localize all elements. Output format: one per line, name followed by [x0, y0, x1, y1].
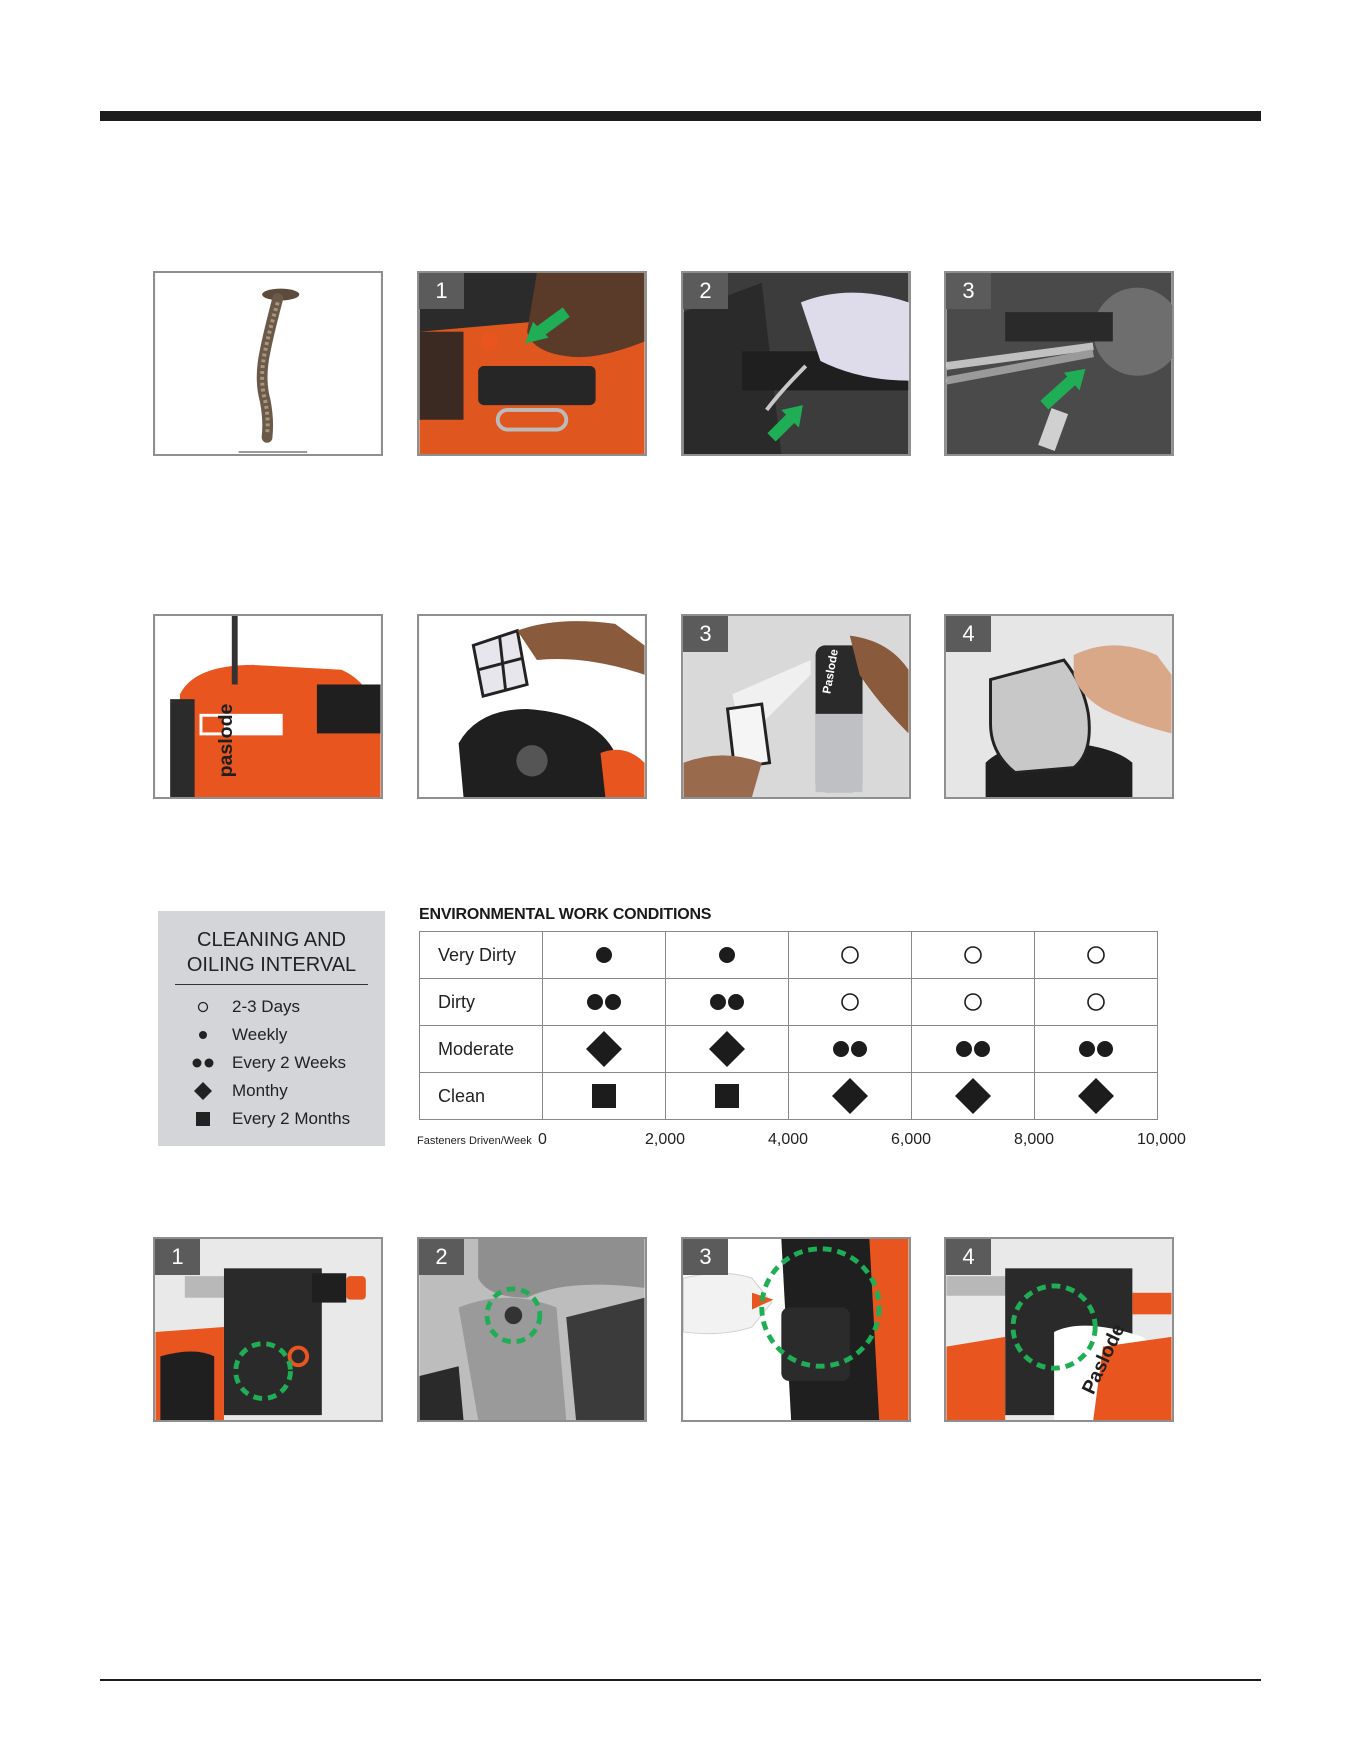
step-badge: 1	[155, 1239, 200, 1275]
pull-fastener-photo	[681, 271, 911, 456]
step-badge: 3	[683, 616, 728, 652]
oil-bottle-inlet-photo	[681, 1237, 911, 1422]
circle-icon	[951, 982, 995, 1022]
condition-label: Very Dirty	[420, 932, 543, 979]
interval-cell	[666, 932, 789, 979]
diamond-icon	[828, 1076, 872, 1116]
svg-text:Paslode: Paslode	[1077, 1320, 1130, 1398]
table-row	[420, 1073, 1158, 1120]
interval-cell	[912, 1073, 1035, 1120]
x-axis-label: Fasteners Driven/Week	[417, 1135, 532, 1147]
interval-cell	[789, 1026, 912, 1073]
step-badge: 2	[419, 1239, 464, 1275]
step-badge: 4	[946, 1239, 991, 1275]
interval-cell	[543, 1026, 666, 1073]
diamond-icon	[1074, 1076, 1118, 1116]
bottom-rule	[100, 1679, 1261, 1681]
x-tick-label: 10,000	[1137, 1131, 1186, 1148]
diamond-icon	[951, 1076, 995, 1116]
step-badge: 4	[946, 616, 991, 652]
legend-item: 2-3 Days	[158, 995, 385, 1019]
table-row	[420, 979, 1158, 1026]
x-tick-label: 2,000	[645, 1131, 686, 1148]
interval-cell	[543, 1073, 666, 1120]
legend-item: Every 2 Months	[158, 1107, 385, 1131]
condition-label: Dirty	[420, 979, 543, 1026]
reinstall-filter-photo	[944, 614, 1174, 799]
interval-cell	[666, 979, 789, 1026]
oil-port-photo	[417, 1237, 647, 1422]
diamond-icon	[582, 1029, 626, 1069]
x-tick-label: 0	[538, 1131, 547, 1148]
x-tick-label: 8,000	[1014, 1131, 1055, 1148]
remove-filter-photo	[417, 614, 647, 799]
dot-icon	[705, 935, 749, 975]
conditions-table	[419, 931, 1158, 1120]
circle-icon	[1074, 935, 1118, 975]
table-row	[420, 932, 1158, 979]
legend-item: Monthy	[158, 1079, 385, 1103]
small-dot-icon	[183, 1023, 223, 1047]
square-icon	[183, 1107, 223, 1131]
interval-cell	[1035, 1026, 1158, 1073]
interval-cell	[789, 979, 912, 1026]
legend-divider	[175, 984, 368, 985]
x-tick-label: 6,000	[891, 1131, 932, 1148]
interval-cell	[912, 1026, 1035, 1073]
interval-cell	[912, 979, 1035, 1026]
interval-cell	[1035, 932, 1158, 979]
double-dot-icon	[951, 1029, 995, 1069]
double-dot-icon	[828, 1029, 872, 1069]
circle-icon	[1074, 982, 1118, 1022]
circle-icon	[828, 935, 872, 975]
svg-text:paslode: paslode	[214, 703, 237, 778]
step-badge: 3	[683, 1239, 728, 1275]
open-nose-latch-photo	[417, 271, 647, 456]
step-badge: 2	[683, 273, 728, 309]
legend-item: Every 2 Weeks	[158, 1051, 385, 1075]
interval-cell	[1035, 1073, 1158, 1120]
diamond-icon	[705, 1029, 749, 1069]
interval-cell	[789, 932, 912, 979]
double-dot-icon	[705, 982, 749, 1022]
interval-legend	[158, 911, 385, 1146]
step-badge: 3	[946, 273, 991, 309]
bent-fastener-photo	[153, 271, 383, 456]
pliers-remove-photo	[944, 271, 1174, 456]
interval-cell	[912, 932, 1035, 979]
top-rule	[100, 111, 1261, 121]
diamond-icon	[183, 1079, 223, 1103]
double-dot-icon	[1074, 1029, 1118, 1069]
double-dot-icon	[582, 982, 626, 1022]
legend-item: Weekly	[158, 1023, 385, 1047]
filter-cover-photo	[153, 614, 383, 799]
condition-label: Clean	[420, 1073, 543, 1120]
small-circle-icon	[183, 995, 223, 1019]
air-inlet-oil-photo	[153, 1237, 383, 1422]
interval-cell	[666, 1073, 789, 1120]
double-dot-icon	[183, 1051, 223, 1075]
interval-cell	[543, 979, 666, 1026]
interval-cell	[789, 1073, 912, 1120]
square-icon	[582, 1076, 626, 1116]
condition-label: Moderate	[420, 1026, 543, 1073]
interval-cell	[666, 1026, 789, 1073]
spray-filter-photo	[681, 614, 911, 799]
dot-icon	[582, 935, 626, 975]
interval-cell	[1035, 979, 1158, 1026]
paslode-oil-photo	[944, 1237, 1174, 1422]
step-badge: 1	[419, 273, 464, 309]
legend-title: CLEANING AND OILING INTERVAL	[186, 929, 357, 976]
conditions-title: ENVIRONMENTAL WORK CONDITIONS	[419, 906, 712, 923]
x-tick-label: 4,000	[768, 1131, 809, 1148]
circle-icon	[828, 982, 872, 1022]
circle-icon	[951, 935, 995, 975]
interval-cell	[543, 932, 666, 979]
svg-text:Paslode: Paslode	[820, 648, 842, 695]
table-row	[420, 1026, 1158, 1073]
square-icon	[705, 1076, 749, 1116]
